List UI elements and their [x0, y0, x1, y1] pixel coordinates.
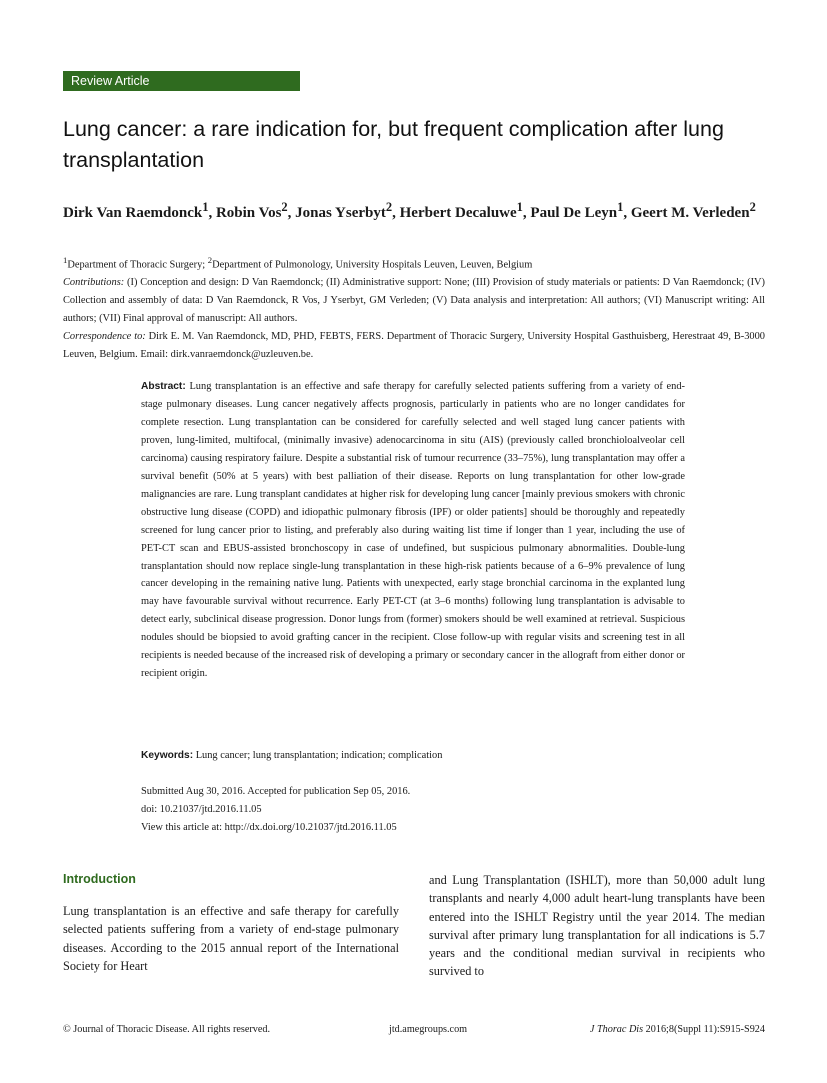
affil-sup: 1: [63, 255, 68, 265]
publication-info: [141, 783, 701, 837]
footer-journal: J Thorac Dis: [589, 1024, 644, 1035]
footer-volume: 2016;8(Suppl 11):S915-S924: [643, 1024, 765, 1035]
keywords-label: Keywords:: [141, 750, 194, 761]
correspondence: [63, 328, 765, 364]
page-footer: [63, 1021, 765, 1039]
author-name: Jonas Yserbyt: [295, 205, 386, 221]
article-title: Lung cancer: a rare indication for, but frequent complication after lung transplantation: [63, 117, 724, 172]
doi: doi: 10.21037/jtd.2016.11.05: [141, 804, 262, 815]
correspondence-text: Dirk E. M. Van Raemdonck, MD, PHD, FEBTS, FERS. Department of Thoracic Surgery, University Hospital Gasthuisberg, Herestraat 49, B-3000 Leuven, Belgium. Email: dirk.vanraemdonck@uzleuven.be.: [63, 331, 765, 361]
footer-citation: [590, 1021, 765, 1039]
author-name: Herbert Decaluwe: [399, 205, 517, 221]
article-type-badge: Review Article: [63, 71, 300, 91]
author-list: Dirk Van Raemdonck$^1$, Robin Vos$^2$, Jonas Yserbyt$^2$, Herbert Decaluwe$^1$, Paul De Leyn$^1$, Geert M. Verleden$^2$: [63, 200, 756, 221]
contributions: [63, 274, 765, 328]
abstract: [141, 378, 685, 683]
affiliation-2: Department of Pulmonology, University Hospitals Leuven, Leuven, Belgium: [212, 259, 533, 271]
footer-site[interactable]: jtd.amegroups.com: [389, 1024, 468, 1035]
affiliations: [63, 251, 765, 274]
abstract-label: Abstract:: [141, 381, 186, 392]
contributions-label: Contributions:: [63, 277, 125, 289]
submission-dates: Submitted Aug 30, 2016. Accepted for publication Sep 05, 2016.: [141, 786, 411, 797]
author-affil-sup: 1: [516, 200, 523, 214]
correspondence-label: Correspondence to:: [63, 331, 146, 343]
abstract-text: Lung transplantation is an effective and safe therapy for carefully selected patients suffering from a variety of end-stage pulmonary diseases. Lung cancer negatively affects prognosis, particularly in patients who are no longer candidates for complete resection. Lung transplantation can be considered for carefully selected and well staged lung cancer patients with proven, lung-limited, multifocal, (minimally invasive) adenocarcinoma in situ (AIS) (previously called bronchioloalveolar cell carcinoma) causing respiratory failure. Despite a substantial risk of tumour recurrence (33–75%), lung transplantation may offer a survival benefit (50% at 5 years) with best palliation of their disease. Reports on lung transplantation for other low-grade malignancies are rare. Lung transplant candidates at higher risk for developing lung cancer [mainly previous smokers with chronic obstructive lung disease (COPD) and idiopathic pulmonary fibrosis (IPF) or older patients] should be thoroughly and repeatedly screened for lung cancer prior to listing, and preferably also during waiting list time if longer than 1 year, including the use of PET-CT scan and EBUS-assisted bronchoscopy in case of undefined, but suspicious pulmonary abnormalities. Double-lung transplantation should now replace single-lung transplantation in these high-risk patients because of a 6–9% prevalence of lung cancer developing in the remaining native lung. Patients with unexpected, early stage bronchial carcinoma in the explanted lung may have favourable survival without recurrence. Early PET-CT (at 3–6 months) following lung transplantation is advisable to detect early, subclinical disease progression. Donor lungs from (former) smokers should be well examined at retrieval. Suspicious nodules should be biopsied to avoid grafting cancer in the recipient. Close follow-up with regular visits and screening test in all recipients is needed because of the increased risk of developing a primary or secondary cancer in the allograft from either donor or recipient origin.: [141, 381, 685, 680]
introduction-heading: Introduction: [63, 872, 136, 886]
keywords: [141, 747, 701, 765]
body-column-right: and Lung Transplantation (ISHLT), more than 50,000 adult lung transplants and nearly 4,000 adult heart-lung transplants have been entered into the ISHLT Registry until the year 2014. The median survival after primary lung transplantation for all indications is 5.7 years and the conditional median survival in recipients who survived to: [429, 873, 765, 979]
body-column-left: Lung transplantation is an effective and safe therapy for carefully selected patients suffering from a variety of end-stage pulmonary diseases. According to the 2015 annual report of the International Society for Heart: [63, 904, 399, 973]
affiliation-1: Department of Thoracic Surgery;: [67, 259, 208, 271]
author-affil-sup: 2: [385, 200, 393, 214]
author-affil-sup: 1: [202, 200, 209, 214]
author-name: Dirk Van Raemdonck: [63, 205, 203, 221]
article-link[interactable]: View this article at: http://dx.doi.org/10.21037/jtd.2016.11.05: [141, 822, 397, 833]
footer-copyright: © Journal of Thoracic Disease. All rights reserved.: [63, 1024, 270, 1035]
author-affil-sup: 2: [281, 200, 288, 214]
affil-sup: 2: [207, 255, 213, 265]
front-matter: [63, 251, 765, 364]
contributions-text: (I) Conception and design: D Van Raemdonck; (II) Administrative support: None; (III) Provision of study materials or patients: D Van Raemdonck; (IV) Collection and assembly of data: D Van Raemdonck, R Vos, J Yserbyt, GM Verleden; (V) Data analysis and interpretation: All authors; (VI) Manuscript writing: All authors; (VII) Final approval of manuscript: All authors.: [63, 277, 765, 325]
keywords-text: Lung cancer; lung transplantation; indication; complication: [193, 750, 443, 761]
author-affil-sup: 1: [617, 200, 624, 214]
author-name: Robin Vos: [215, 205, 282, 221]
author-name: Paul De Leyn: [530, 205, 618, 221]
author-affil-sup: 2: [749, 200, 756, 214]
author-name: Geert M. Verleden: [630, 205, 750, 221]
